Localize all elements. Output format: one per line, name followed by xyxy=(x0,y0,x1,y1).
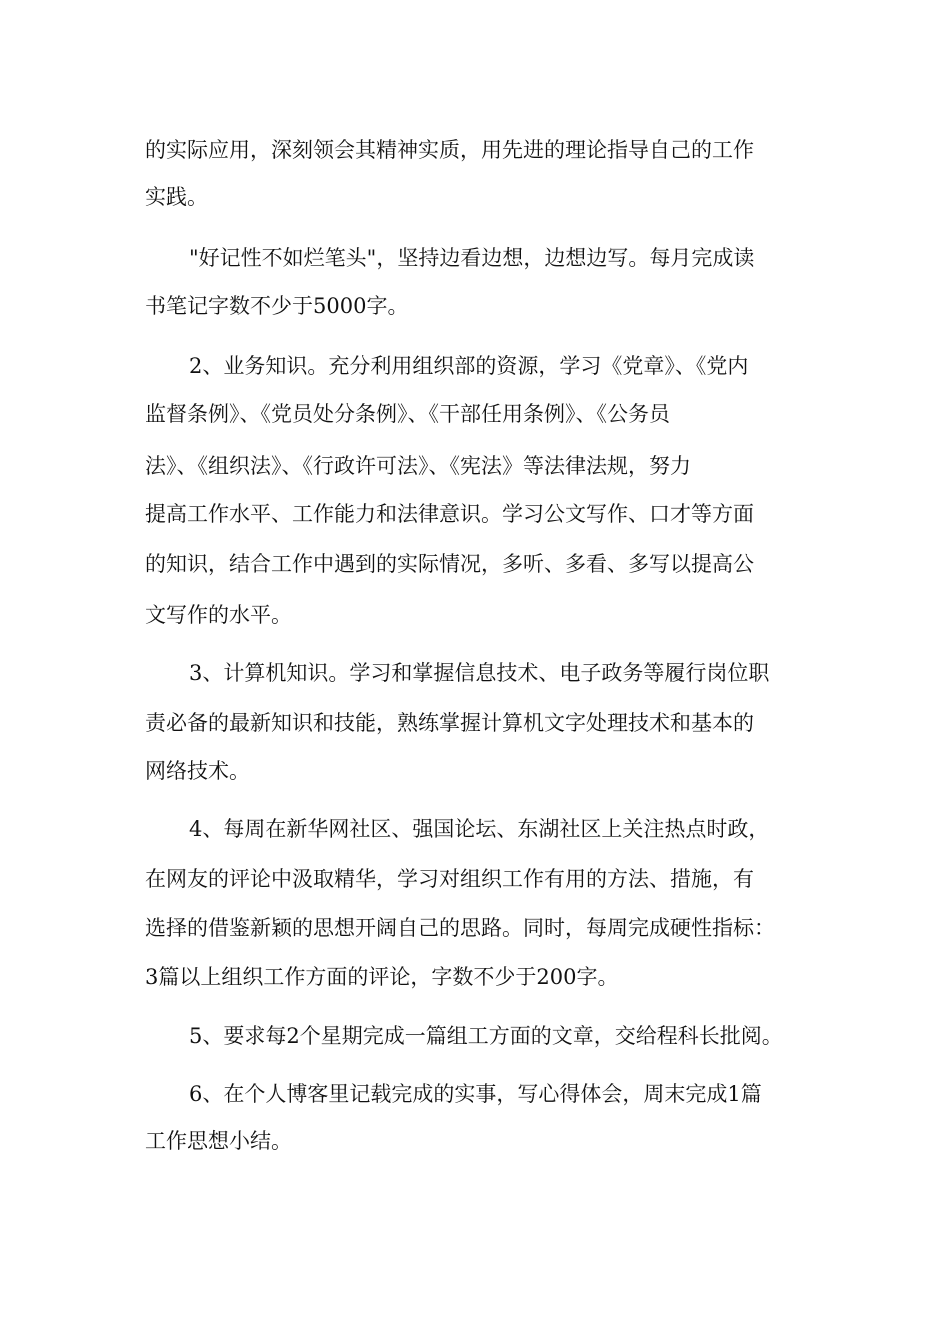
paragraph-line: 6、在个人博客里记载完成的实事，写心得体会，周末完成1篇 xyxy=(189,1082,762,1106)
paragraph-line: 的实际应用，深刻领会其精神实质，用先进的理论指导自己的工作 xyxy=(145,138,754,162)
paragraph-line: 工作思想小结。 xyxy=(145,1129,292,1153)
paragraph-line: 在网友的评论中汲取精华，学习对组织工作有用的方法、措施，有 xyxy=(145,867,754,891)
paragraph-line: 的知识，结合工作中遇到的实际情况，多听、多看、多写以提高公 xyxy=(145,552,754,576)
paragraph-line: 3、计算机知识。学习和掌握信息技术、电子政务等履行岗位职 xyxy=(189,661,770,685)
paragraph-line: 3篇以上组织工作方面的评论，字数不少于200字。 xyxy=(145,965,619,989)
paragraph-line: 实践。 xyxy=(145,185,208,209)
paragraph-line: 法》、《组织法》、《行政许可法》、《宪法》等法律法规，努力 xyxy=(145,454,691,478)
paragraph-line: 书笔记字数不少于5000字。 xyxy=(145,294,409,318)
paragraph-line: 监督条例》、《党员处分条例》、《干部任用条例》、《公务员 xyxy=(145,402,670,426)
paragraph-line: 2、业务知识。充分利用组织部的资源，学习《党章》、《党内 xyxy=(189,354,749,378)
paragraph-line: 提高工作水平、工作能力和法律意识。学习公文写作、口才等方面 xyxy=(145,502,754,526)
paragraph-line: 网络技术。 xyxy=(145,759,250,783)
paragraph-line: 文写作的水平。 xyxy=(145,603,292,627)
paragraph-line: "好记性不如烂笔头"，坚持边看边想，边想边写。每月完成读 xyxy=(189,246,755,270)
paragraph-line: 选择的借鉴新颖的思想开阔自己的思路。同时，每周完成硬性指标： xyxy=(145,916,775,940)
paragraph-line: 责必备的最新知识和技能，熟练掌握计算机文字处理技术和基本的 xyxy=(145,711,754,735)
paragraph-line: 5、要求每2个星期完成一篇组工方面的文章，交给程科长批阅。 xyxy=(189,1024,783,1048)
paragraph-line: 4、每周在新华网社区、强国论坛、东湖社区上关注热点时政， xyxy=(189,817,770,841)
